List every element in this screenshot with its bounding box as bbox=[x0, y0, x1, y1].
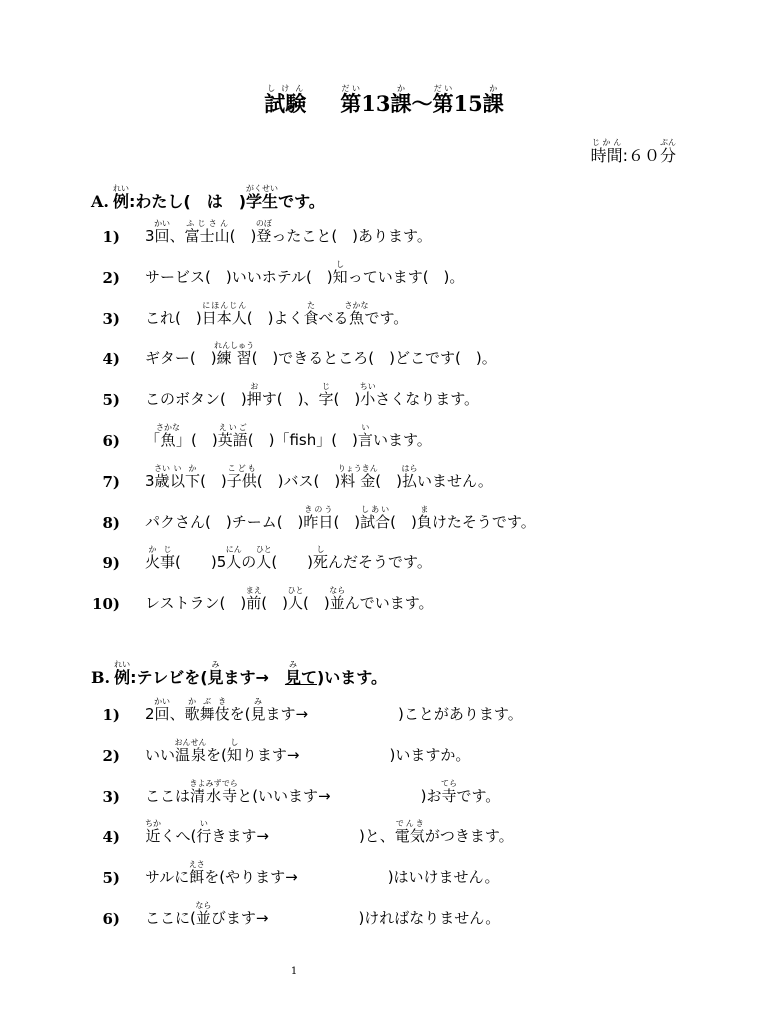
question-row bbox=[0, 253, 768, 287]
question-text: パクさん( )チーム( )昨日きのう( )試合しあい( )負まけたそうです。 bbox=[145, 504, 536, 531]
section-a-heading: A. 例れい:わたし( は )学生がくせいです。 bbox=[91, 184, 325, 211]
question-text: ここは清水寺きよみずでらと(いいます→ )お寺てらです。 bbox=[145, 778, 501, 805]
question-number: 2) bbox=[102, 268, 120, 287]
question-row bbox=[0, 731, 768, 765]
exam-time: 時間じかん:６０分ぷん bbox=[590, 138, 676, 165]
question-row bbox=[0, 457, 768, 491]
question-number: 3) bbox=[102, 309, 120, 328]
title-dai-1: 第だい bbox=[340, 84, 362, 116]
example-answer: は bbox=[206, 192, 223, 211]
question-text: このボタン( )押おす( )、字じ( )小ちいさくなります。 bbox=[145, 382, 480, 409]
page-number: 1 bbox=[290, 966, 298, 977]
question-number: 5) bbox=[102, 869, 120, 888]
question-text: 近ちかくへ(行いきます→ )と、電気でんきがつきます。 bbox=[145, 819, 514, 846]
question-row bbox=[0, 538, 768, 572]
question-text: 「魚さかな」( )英語えいご( )「fish」( )言いいます。 bbox=[145, 423, 432, 449]
question-row bbox=[0, 853, 768, 887]
question-text: これ( )日本人にほんじん( )よく食たべる魚さかなです。 bbox=[145, 300, 409, 327]
question-number: 1) bbox=[102, 228, 120, 246]
question-text: 3回かい、富士山ふじさん( )登のぼったこと( )あります。 bbox=[145, 219, 432, 245]
question-row bbox=[0, 579, 768, 613]
time-label: 時間じかん bbox=[590, 138, 623, 165]
question-row bbox=[0, 498, 768, 532]
question-text: ギター( )練習れんしゅう( )できるところ( )どこです( )。 bbox=[145, 341, 497, 368]
question-row bbox=[0, 334, 768, 368]
question-number: 5) bbox=[102, 391, 120, 410]
time-value: ６０ bbox=[627, 146, 660, 165]
title-ka-2: 課か bbox=[482, 84, 504, 116]
title-dai-2: 第だい bbox=[432, 84, 454, 116]
question-text: 2回かい、歌舞伎かぶきを(見みます→ )ことがあります。 bbox=[145, 697, 523, 723]
question-number: 6) bbox=[102, 432, 120, 450]
page-title bbox=[0, 84, 768, 118]
question-text: ここに(並ならびます→ )ければなりません。 bbox=[145, 901, 501, 927]
question-number: 4) bbox=[102, 350, 120, 369]
title-lesson-start: 13 bbox=[361, 91, 391, 116]
question-text: サービス( )いいホテル( )知しっています( )。 bbox=[145, 259, 465, 286]
question-number: 3) bbox=[102, 787, 120, 806]
question-row bbox=[0, 416, 768, 450]
question-text: 火事かじ( )5人にんの人ひと( )死しんだそうです。 bbox=[145, 545, 432, 572]
question-number: 8) bbox=[102, 513, 120, 532]
question-row bbox=[0, 690, 768, 724]
question-text: いい温泉おんせんを(知しります→ )いますか。 bbox=[145, 737, 471, 764]
question-text: 3歳さい以下いか( )子供こども( )バス( )料金りょうきん( )払はらいません。 bbox=[145, 463, 493, 490]
question-number: 7) bbox=[102, 472, 120, 491]
question-number: 1) bbox=[102, 706, 120, 724]
title-separator: 〜 bbox=[411, 91, 433, 116]
question-row bbox=[0, 772, 768, 806]
title-ka-1: 課か bbox=[390, 84, 412, 116]
question-number: 10) bbox=[92, 595, 120, 614]
question-row bbox=[0, 212, 768, 246]
question-number: 4) bbox=[102, 828, 120, 847]
time-unit: 分ぷん bbox=[659, 138, 676, 165]
example-answer-b: 見みて bbox=[284, 660, 317, 687]
title-lesson-end: 15 bbox=[453, 91, 483, 116]
question-row bbox=[0, 894, 768, 928]
question-text: レストラン( )前まえ( )人ひと( )並ならんでいます。 bbox=[145, 586, 434, 613]
question-row bbox=[0, 375, 768, 409]
question-text: サルに餌えさを(やります→ )はいけません。 bbox=[145, 860, 500, 887]
question-number: 2) bbox=[102, 746, 120, 765]
section-b-heading: B. 例れい:テレビを(見みます→ 見みて)います。 bbox=[91, 660, 388, 687]
question-number: 6) bbox=[102, 910, 120, 928]
question-number: 9) bbox=[102, 554, 120, 573]
question-row bbox=[0, 294, 768, 328]
question-row bbox=[0, 812, 768, 846]
title-exam: 試験しけん bbox=[264, 84, 307, 116]
